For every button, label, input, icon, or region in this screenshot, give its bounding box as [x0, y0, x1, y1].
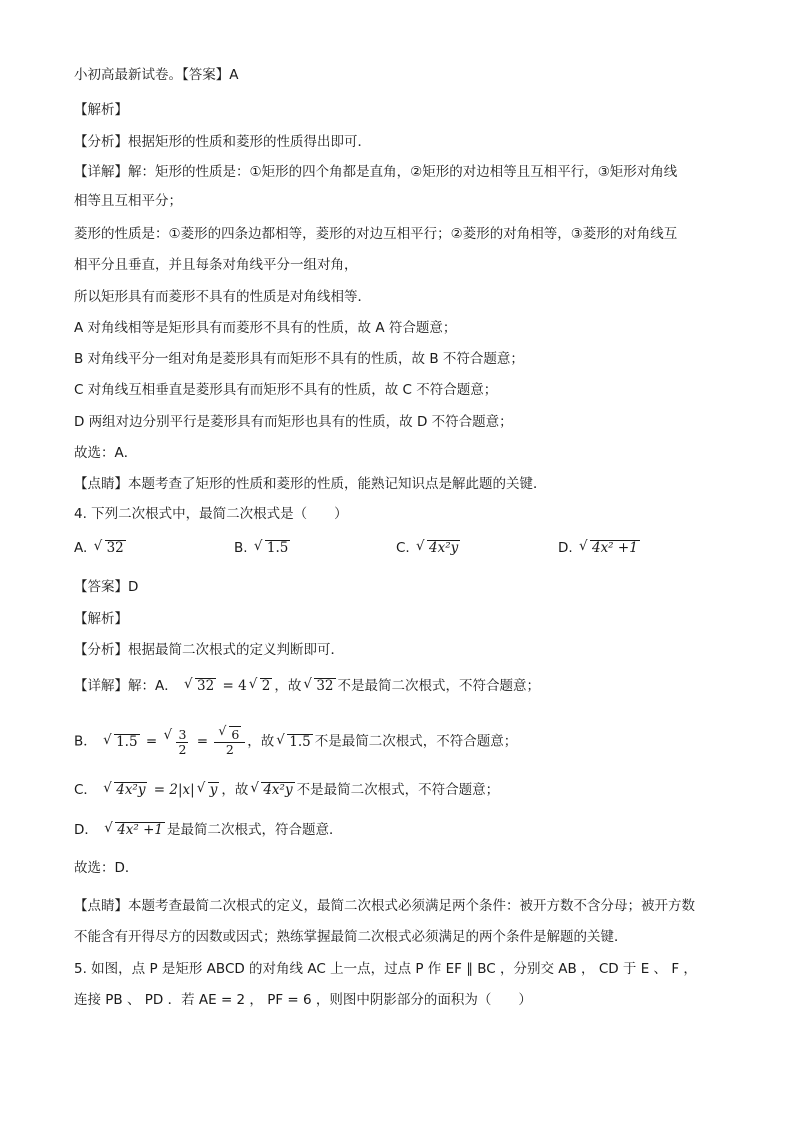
detail-text: ，故 [274, 678, 302, 694]
sqrt-symbol [254, 540, 290, 556]
sqrt-symbol [303, 677, 335, 695]
q3-option-c: C 对角线互相垂直是菱形具有而矩形不具有的性质，故 C 不符合题意； [74, 382, 498, 398]
radicand: 4x²y [116, 782, 146, 798]
q4-option-b [234, 540, 292, 556]
option-label: C. [396, 540, 410, 556]
q3-rhombus-2: 相平分且垂直，并且每条对角线平分一组对角， [74, 257, 358, 273]
numerator: √ 3 [178, 726, 187, 742]
radicand: 4x² +1 [117, 822, 164, 838]
q5-line-1: 5. 如图，点 P 是矩形 ABCD 的对角线 AC 上一点，过点 P 作 EF ∥ BC ，分别交 AB ， CD 于 E 、 F ， [74, 961, 697, 977]
q3-fenxi: 【分析】根据矩形的性质和菱形的性质得出即可． [74, 134, 371, 150]
q4-dianjing-2: 不能含有开得尽方的因数或因式；熟练掌握最简二次根式必须满足的两个条件是解题的关键． [74, 929, 628, 945]
radicand: 2 [261, 678, 271, 694]
radicand: 1.5 [116, 733, 138, 750]
sqrt-symbol [104, 821, 165, 839]
sqrt-symbol [276, 733, 312, 751]
q4-jiexi: 【解析】 [74, 611, 128, 627]
q3-so: 所以矩形具有而菱形不具有的性质是对角线相等． [74, 289, 371, 305]
option-label: D. [558, 540, 573, 556]
q3-xiangjie-2: 相等且互相平分； [74, 193, 182, 209]
q4-stem: 4. 下列二次根式中，最简二次根式是（ ） [74, 506, 348, 522]
sqrt-symbol [163, 728, 190, 757]
sqrt-symbol [197, 781, 220, 799]
q3-jiexi: 【解析】 [74, 102, 128, 118]
option-expr: 4x² +1 [591, 540, 638, 556]
q4-fenxi: 【分析】根据最简二次根式的定义判断即可． [74, 642, 344, 658]
option-expr: 1.5 [266, 540, 289, 556]
radicand: 32 [316, 678, 334, 694]
denominator: 2 [225, 742, 234, 757]
q3-xiangjie-1: 【详解】解：矩形的性质是：①矩形的四个角都是直角，②矩形的对边相等且互相平行，③矩形对角线 [74, 164, 678, 180]
option-expr: 32 [106, 540, 124, 556]
q3-option-b: B 对角线平分一组对角是菱形具有而矩形不具有的性质，故 B 不符合题意； [74, 351, 524, 367]
sqrt-symbol [103, 733, 139, 751]
header-line [74, 66, 239, 84]
q4-detail-a [74, 677, 540, 695]
q4-detail-d [74, 821, 343, 839]
sqrt-symbol [103, 781, 147, 799]
radicand: 4x²y [263, 782, 293, 798]
detail-text: 不是最简二次根式，不符合题意； [296, 782, 500, 798]
detail-text: 不是最简二次根式，不符合题意； [314, 733, 518, 750]
q3-option-a: A 对角线相等是矩形具有而菱形不具有的性质，故 A 符合题意； [74, 320, 457, 336]
q4-option-c [396, 540, 462, 556]
option-label: A. [74, 540, 88, 556]
radicand: 6 [231, 727, 240, 742]
sqrt-symbol [416, 540, 460, 556]
q3-option-d: D 两组对边分别平行是菱形具有而矩形也具有的性质，故 D 不符合题意； [74, 414, 513, 430]
numerator [214, 726, 245, 743]
q3-rhombus-1: 菱形的性质是：①菱形的四条边都相等，菱形的对边互相平行；②菱形的对角相等，③菱形的对角线互 [74, 226, 678, 242]
option-expr: 4x²y [429, 540, 459, 556]
equals-text: = 4 [222, 678, 247, 694]
radicand: 32 [197, 678, 215, 694]
detail-prefix: D． [74, 822, 98, 838]
q4-option-a [74, 540, 128, 556]
detail-prefix: B． [74, 733, 97, 750]
q5-line-2: 连接 PB 、 PD ．若 AE = 2 ， PF = 6 ，则图中阴影部分的面积为（ ） [74, 992, 532, 1008]
detail-text: ，故 [247, 733, 275, 750]
sqrt-symbol [184, 677, 216, 695]
sqrt-symbol [579, 540, 640, 556]
fraction [176, 728, 188, 757]
q4-choose: 故选：D． [74, 860, 139, 876]
detail-text: 是最简二次根式，符合题意． [167, 822, 343, 838]
q4-detail-c [74, 781, 499, 799]
q4-dianjing-1: 【点睛】本题考查最简二次根式的定义，最简二次根式必须满足两个条件：被开方数不含分母；被开方数 [74, 898, 695, 914]
detail-text: ，故 [221, 782, 249, 798]
sqrt-symbol [94, 540, 126, 556]
sqrt-symbol [218, 726, 241, 742]
detail-prefix: C． [74, 782, 97, 798]
radicand: y [209, 782, 218, 798]
detail-text: 不是最简二次根式，不符合题意； [337, 678, 541, 694]
sqrt-symbol [250, 781, 294, 799]
detail-prefix: 【详解】解：A． [74, 678, 178, 694]
q4-answer: 【答案】D [74, 579, 139, 595]
q4-detail-b: B． √ 1.5 = √ $\frac{3}{2}$ = √ $\frac{6}{2}$ ，故√ 1.5 不是最简二次根式，不符合题意； [74, 726, 517, 757]
q3-choose: 故选：A． [74, 445, 138, 461]
q4-option-d [558, 540, 642, 556]
radicand: 1.5 [289, 733, 311, 750]
option-label: B. [234, 540, 248, 556]
header-prefix: 小初高最新试卷。 [74, 67, 182, 83]
equals-text: = 2|x| [153, 782, 195, 798]
denominator: 2 [178, 741, 187, 757]
sqrt-symbol [249, 677, 273, 695]
q3-dianjing: 【点睛】本题考查了矩形的性质和菱形的性质，能熟记知识点是解此题的关键． [74, 476, 547, 492]
header-answer: 【答案】A [182, 67, 239, 83]
fraction [214, 726, 245, 757]
